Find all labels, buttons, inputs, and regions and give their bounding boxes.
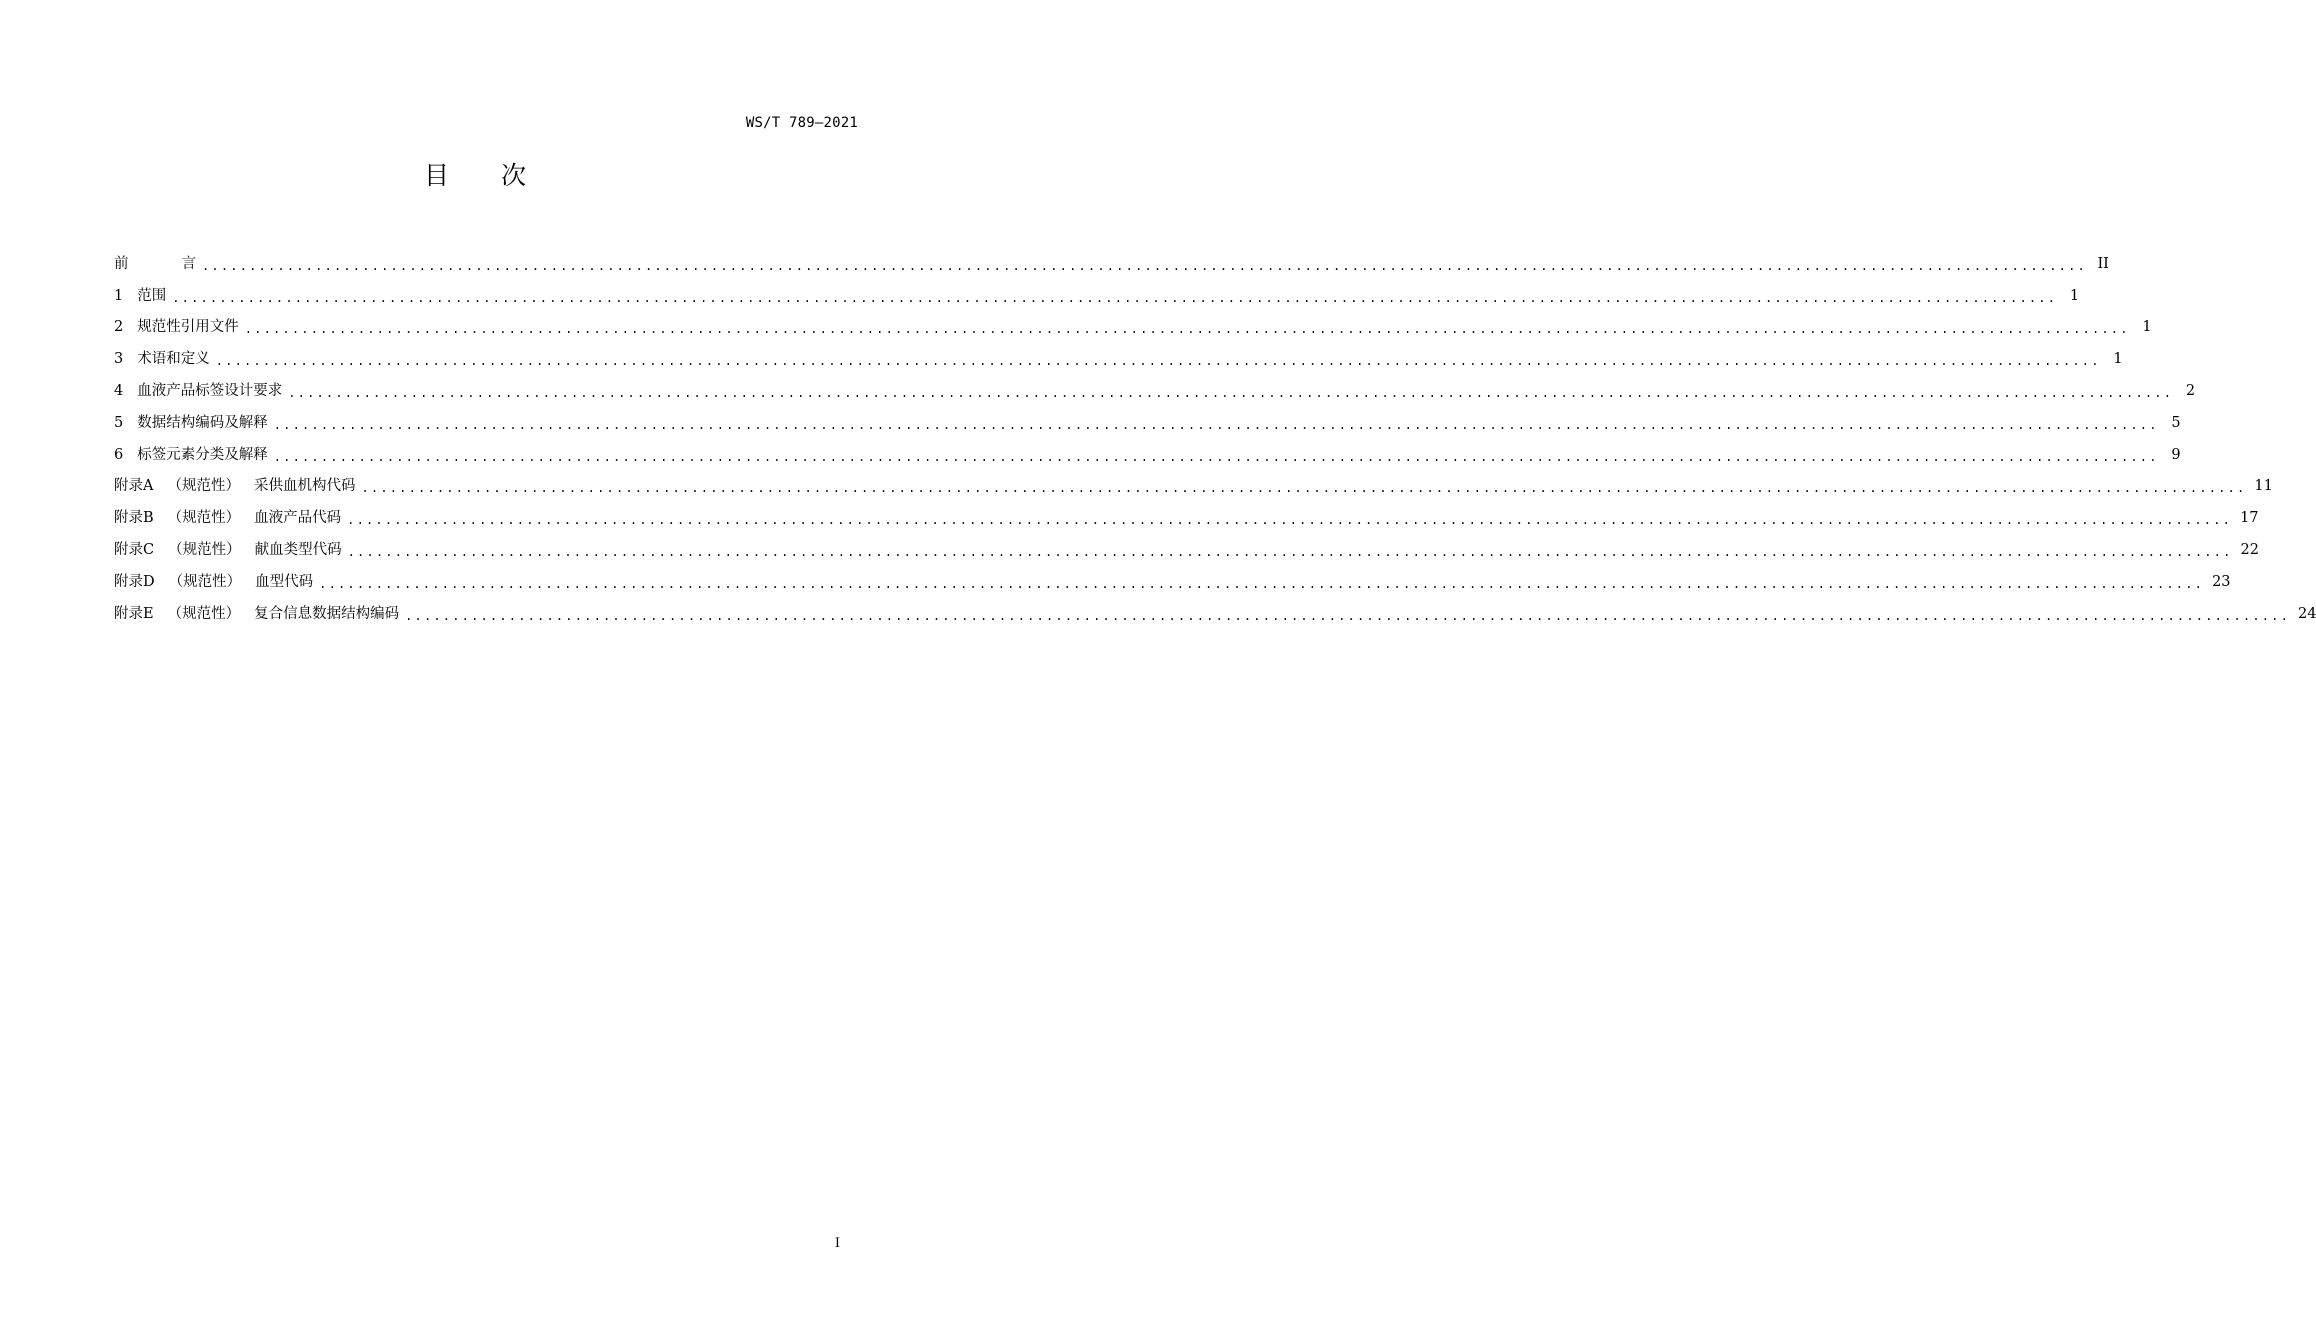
title-char-1: 目: [423, 161, 449, 190]
toc-entry-annex-a[interactable]: [114, 467, 2273, 499]
toc-entry-label: 2 规范性引用文件: [114, 319, 239, 336]
toc-entry-label: 4 血液产品标签设计要求: [114, 382, 283, 399]
toc-page-number: 11: [2254, 478, 2273, 495]
title-char-2: 次: [501, 161, 527, 190]
toc-page-number: 24: [2298, 605, 2316, 622]
toc-page-number: 22: [2240, 541, 2259, 558]
toc-entry-2[interactable]: [114, 308, 2152, 340]
toc-entry-annex-d[interactable]: [114, 562, 2231, 594]
toc-entry-5[interactable]: [114, 403, 2181, 435]
toc-entry-label: 附录B （规范性） 血液产品代码: [114, 510, 342, 527]
table-of-contents: [114, 244, 2316, 626]
toc-page-number: 1: [2113, 351, 2123, 368]
toc-page-number: 17: [2240, 510, 2259, 527]
toc-leader-dots: ........................................................................................................................................................................................................: [347, 513, 2233, 528]
toc-page-number: 1: [2142, 319, 2152, 336]
toc-entry-label: 附录E （规范性） 复合信息数据结构编码: [114, 605, 400, 622]
standard-code: WS/T 789—2021: [745, 115, 858, 131]
toc-entry-label: 3 术语和定义: [114, 351, 210, 368]
toc-entry-6[interactable]: [114, 435, 2181, 467]
toc-leader-dots: ........................................................................................................................................................................................................: [319, 576, 2205, 591]
toc-leader-dots: ........................................................................................................................................................................................................: [172, 290, 2058, 305]
toc-entry-label: 6 标签元素分类及解释: [114, 446, 268, 463]
toc-page-number: II: [2097, 255, 2109, 272]
toc-leader-dots: ........................................................................................................................................................................................................: [202, 258, 2087, 273]
toc-entry-label: 1 范围: [114, 287, 167, 304]
toc-entry-annex-e[interactable]: [114, 594, 2316, 626]
toc-entry-label: 附录D （规范性） 血型代码: [114, 573, 314, 590]
toc-page-number: 9: [2171, 446, 2181, 463]
toc-page-number: 5: [2171, 414, 2181, 431]
toc-leader-dots: ........................................................................................................................................................................................................: [347, 544, 2233, 559]
toc-entry-label: 前 言: [114, 255, 196, 272]
toc-entry-label: 附录C （规范性） 献血类型代码: [114, 541, 342, 558]
toc-entry-foreword[interactable]: [114, 244, 2109, 276]
toc-leader-dots: ........................................................................................................................................................................................................: [288, 385, 2174, 400]
toc-leader-dots: ........................................................................................................................................................................................................: [361, 481, 2247, 496]
toc-leader-dots: ........................................................................................................................................................................................................: [273, 417, 2159, 432]
toc-page-number: 1: [2069, 287, 2080, 304]
toc-entry-4[interactable]: [114, 371, 2196, 403]
page-title: [0, 156, 950, 192]
toc-entry-annex-b[interactable]: [114, 498, 2259, 530]
toc-leader-dots: ........................................................................................................................................................................................................: [244, 322, 2130, 337]
toc-leader-dots: ........................................................................................................................................................................................................: [405, 608, 2291, 623]
toc-leader-dots: ........................................................................................................................................................................................................: [215, 354, 2101, 369]
toc-entry-label: 5 数据结构编码及解释: [114, 414, 268, 431]
toc-leader-dots: ........................................................................................................................................................................................................: [273, 449, 2159, 464]
page-number: I: [834, 1236, 840, 1251]
toc-page-number: 2: [2185, 382, 2196, 399]
toc-entry-annex-c[interactable]: [114, 530, 2259, 562]
toc-entry-label: 附录A （规范性） 采供血机构代码: [114, 478, 356, 495]
toc-page-number: 23: [2212, 573, 2231, 590]
toc-entry-1[interactable]: [114, 276, 2080, 308]
toc-entry-3[interactable]: [114, 339, 2123, 371]
